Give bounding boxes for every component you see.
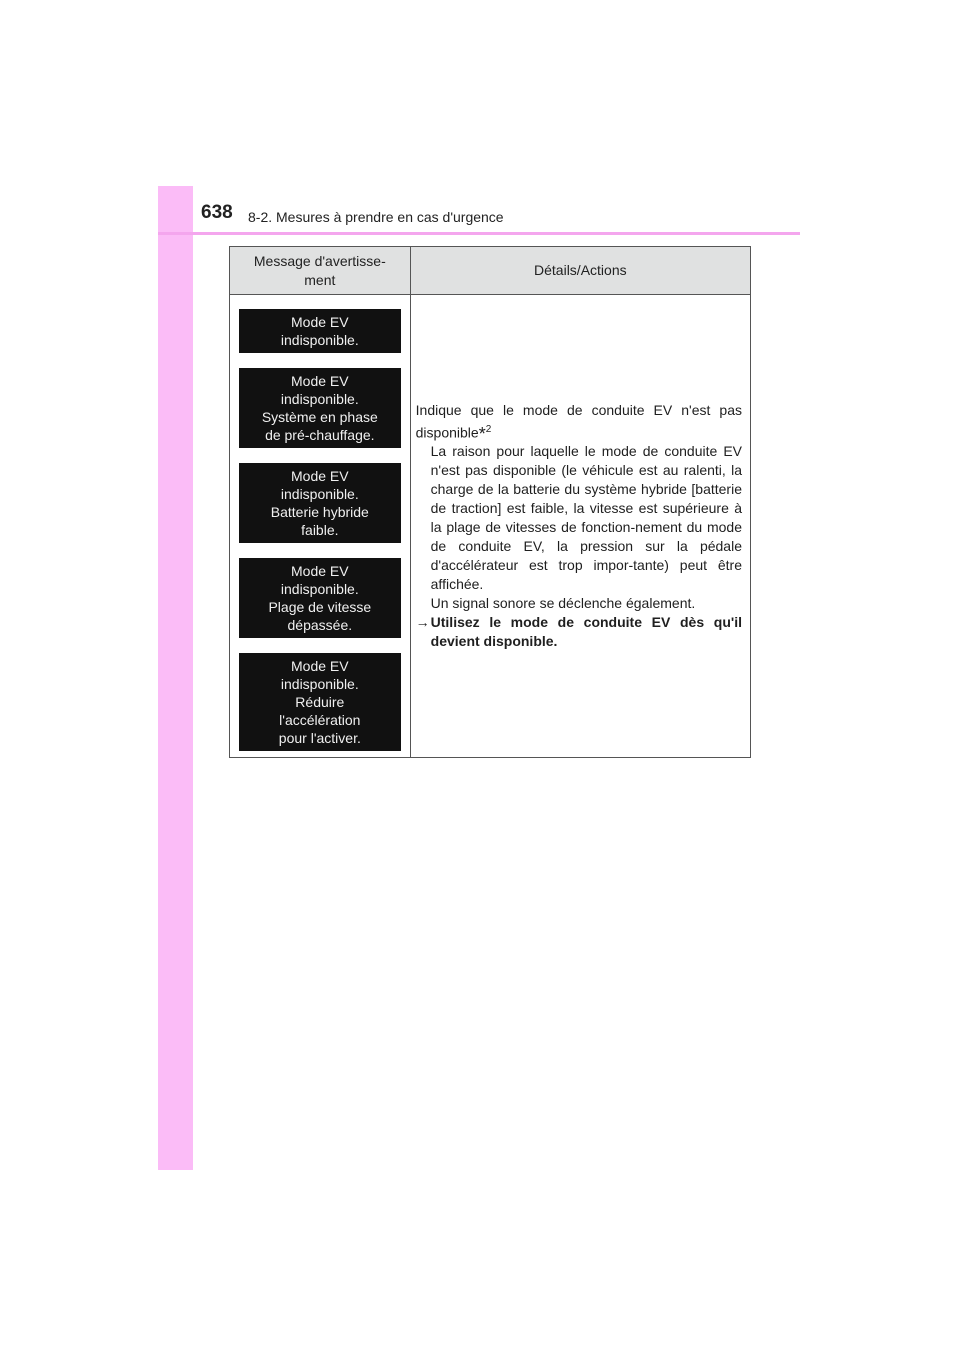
message-line: Mode EV (291, 373, 349, 389)
ev-message-box (239, 558, 401, 638)
message-line: Batterie hybride (270, 504, 369, 520)
message-cell (230, 295, 411, 758)
ev-message-box (239, 309, 401, 353)
message-line: Mode EV (291, 314, 349, 330)
message-line: pour l'activer. (278, 730, 361, 746)
message-line: Mode EV (291, 658, 349, 674)
column-header-message-line2: ment (304, 271, 336, 288)
footnote-number: 2 (485, 423, 492, 435)
message-line: indisponible. (280, 581, 359, 597)
footnote-star: * (478, 424, 486, 445)
column-header-message-line1: Message d'avertisse- (253, 252, 386, 269)
message-line: Plage de vitesse (268, 599, 372, 615)
header-rule (158, 232, 800, 235)
message-line: faible. (301, 522, 339, 538)
message-line: Réduire (295, 694, 345, 710)
table-header-row (230, 247, 751, 295)
page-number: 638 (201, 202, 233, 223)
details-signal: Un signal sonore se déclenche également. (430, 595, 696, 612)
arrow-right-icon: → (415, 614, 430, 631)
message-line: indisponible. (280, 332, 359, 348)
details-action (416, 613, 742, 651)
message-line: Mode EV (291, 563, 349, 579)
section-title: 8-2. Mesures à prendre en cas d'urgence (248, 209, 504, 225)
message-line: Système en phase (261, 409, 378, 425)
details-intro-text: Indique que le mode de conduite EV n'est pas disponible (415, 401, 742, 441)
message-line: dépassée. (287, 617, 353, 633)
message-line: de pré-chauffage. (265, 427, 375, 443)
warning-message-table (229, 246, 751, 758)
table-row (230, 295, 751, 758)
details-action-text: Utilisez le mode de conduite EV dès qu'il devient disponible. (430, 614, 742, 650)
column-header-message (230, 247, 411, 295)
message-line: indisponible. (280, 486, 359, 502)
details-cell (410, 295, 750, 758)
details-intro (416, 401, 742, 443)
side-band (158, 186, 193, 1170)
message-line: indisponible. (280, 676, 359, 692)
column-header-details: Détails/Actions (410, 247, 750, 295)
details-reason: La raison pour laquelle le mode de conduite EV n'est pas disponible (le véhicule est au ralenti, la charge de la batterie du système hybride [batterie de traction] est faible, la vitesse est supérieure à la plage de vitesses de fonction-nement du mode de conduite EV, la pression sur la pédale d'accélérateur est trop impor-tante) peut être affichée. (430, 443, 742, 593)
message-line: indisponible. (280, 391, 359, 407)
ev-message-box (239, 653, 401, 751)
message-line: l'accélération (279, 712, 361, 728)
ev-message-box (239, 463, 401, 543)
ev-message-box (239, 368, 401, 448)
message-line: Mode EV (291, 468, 349, 484)
